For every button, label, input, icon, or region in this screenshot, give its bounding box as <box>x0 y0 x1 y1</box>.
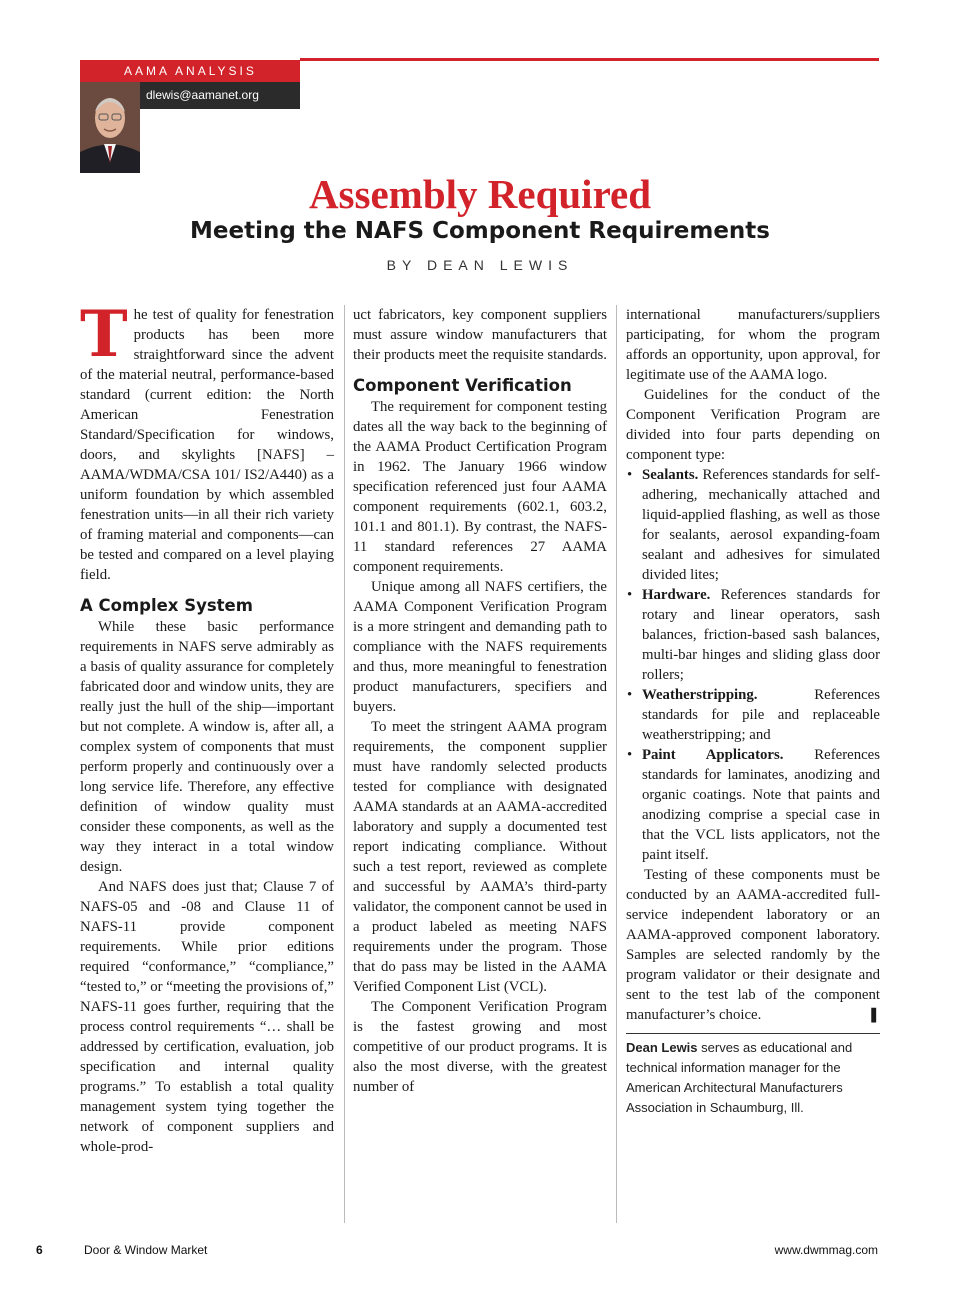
article-title: Assembly Required <box>308 171 652 217</box>
body-paragraph: The Component Verification Program is the fastest growing and most competitive of our product programs. It is also the most diverse, with the greatest number of <box>353 999 607 1095</box>
column-3 <box>626 305 880 1118</box>
intro-paragraph: The test of quality for fenestration products has been more straightforward since the advent of the material neutral, performance-based standard (current edition: the North American Fenestration Standard/Specification for windows, doors, and skylights [NAFS] – AAMA/WDMA/CSA 101/ IS2/A440) as a uniform foundation by which assembled fenestration units—in all their rich variety of framing material and components—can be tested and compared on a level playing field. <box>80 297 334 583</box>
drop-cap: T <box>80 297 128 372</box>
list-item-term: Sealants. <box>642 467 699 483</box>
website-link[interactable]: www.dwmmag.com <box>774 1243 878 1257</box>
author-portrait-icon <box>80 82 140 173</box>
list-item: • Sealants. References standards for self-adhering, mechanically attached and liquid-applied flashing, as well as those for sealants, aerosol expanding-foam sealant and adhesives for simulated divided lites; <box>626 465 880 585</box>
list-item-term: Paint Applicators. <box>642 747 784 763</box>
column-1 <box>80 297 334 1157</box>
article-subtitle: Meeting the NAFS Component Requirements <box>190 218 770 244</box>
body-paragraph: While these basic performance requirements in NAFS serve admirably as a basis of quality assurance for completely fabricated door and window units, they are really just the hull of the ship—important but not complete. A window is, after all, a complex system of components that must perform properly and continuously over a long service life. Therefore, any effective definition of window quality must consider these components, as well as the way they interact in a total window design. <box>80 619 334 875</box>
section-label: AAMA ANALYSIS <box>80 60 300 82</box>
body-paragraph: And NAFS does just that; Clause 7 of NAFS-05 and -08 and Clause 11 of NAFS-11 provide component requirements. While prior editions required “conformance,” “compliance,” “tested to,” or “meeting the provisions of,” NAFS-11 goes further, requiring that the process control requirements “… shall be addressed by certification, evaluation, job specification and internal quality programs.” To establish a total quality management system tying together the network of component suppliers and whole-prod- <box>80 879 334 1155</box>
list-item: • Paint Applicators. References standards for laminates, anodizing and organic coatings. Note that paints and anodizing comprise a special case in that the VCL lists applicators, not the paint itself. <box>626 745 880 865</box>
bio-divider <box>626 1033 880 1118</box>
byline: BY DEAN LEWIS <box>386 257 574 273</box>
list-item-term: Hardware. <box>642 587 711 603</box>
list-item: • Hardware. References standards for rotary and linear operators, sash balances, friction-based sash balances, multi-bar hinges and sliding glass door rollers; <box>626 585 880 685</box>
section-heading: A Complex System <box>80 596 253 615</box>
author-bio: Dean Lewis serves as educational and technical information manager for the American Architectural Manufacturers Association in Schaumburg, Ill. <box>626 1040 853 1115</box>
author-email-link[interactable]: dlewis@aamanet.org <box>140 82 300 109</box>
body-paragraph: Unique among all NAFS certifiers, the AAMA Component Verification Program is a more stringent and demanding path to compliance with the NAFS requirements and thus, more meaningful to fenestration product manufacturers, specifiers and buyers. <box>353 579 607 715</box>
header-rule <box>300 58 879 61</box>
end-mark-icon: ❚ <box>867 1006 880 1023</box>
body-paragraph: The requirement for component testing dates all the way back to the beginning of the AAMA Product Certification Program in 1962. The January 1966 window specification referenced just four AAMA component requirements (602.1, 603.2, 101.1 and 801.1). By contrast, the NAFS-11 standard references 27 AAMA component requirements. <box>353 399 607 575</box>
body-paragraph: international manufacturers/suppliers participating, for whom the program affords an opportunity, upon approval, for legitimate use of the AAMA logo. <box>626 307 880 383</box>
column-divider <box>616 305 617 1223</box>
component-type-list <box>626 465 880 865</box>
list-item: • Weatherstripping. References standards for pile and replaceable weatherstripping; and <box>626 685 880 745</box>
column-2 <box>353 305 607 1097</box>
body-paragraph: uct fabricators, key component suppliers must assure window manufacturers that their products meet the requisite standards. <box>353 307 607 363</box>
author-photo <box>80 82 140 173</box>
section-heading: Component Verification <box>353 376 572 395</box>
magazine-name: Door & Window Market <box>84 1243 208 1257</box>
page-number: 6 <box>36 1243 43 1257</box>
body-paragraph: To meet the stringent AAMA program requirements, the component supplier must have randomly selected products tested for compliance with designated AAMA standards at an AAMA-accredited laboratory and supply a documented test report indicating compliance. Without such a test report, reviewed as complete and successful by AAMA’s third-party validator, the component cannot be used in a product labeled as meeting NAFS requirements under the program. Those that do pass may be listed in the AAMA Verified Component List (VCL). <box>353 719 607 995</box>
list-item-term: Weatherstripping. <box>642 687 758 703</box>
body-paragraph: Guidelines for the conduct of the Component Verification Program are divided into four parts depending on component type: <box>626 387 880 463</box>
column-divider <box>344 305 345 1223</box>
bio-name: Dean Lewis <box>626 1040 698 1055</box>
body-paragraph: Testing of these components must be conducted by an AAMA-accredited full-service independent laboratory or an AAMA-approved component laboratory. Samples are selected randomly by the program validator or their designate and sent to the test lab of the component manufacturer’s choice. ❚ <box>626 867 880 1023</box>
